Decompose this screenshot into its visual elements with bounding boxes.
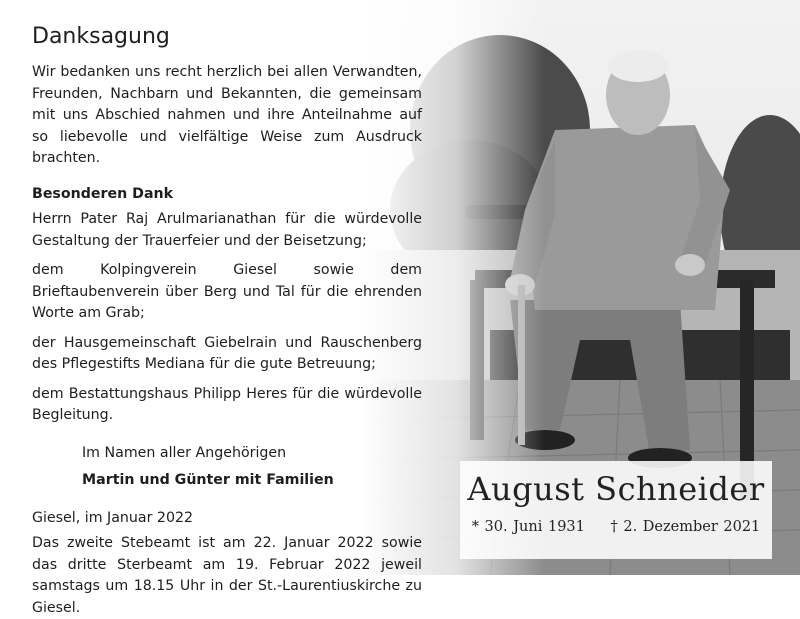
intro-paragraph: Wir bedanken uns recht herzlich bei allen Verwandten, Freunden, Nachbarn und Bekannten, die gemeinsam mit uns Abschied nahmen und ihre Anteilnahme auf so liebevolle und vielfältige Weise zum Ausdruck brachten.: [32, 64, 422, 166]
place-date: Giesel, im Januar 2022: [32, 509, 194, 526]
deceased-name-box: [460, 461, 772, 559]
death-date: † 2. Dezember 2021: [610, 519, 761, 535]
notice-title: Danksagung: [32, 24, 170, 49]
signature-block: [82, 443, 422, 492]
deceased-name: August Schneider: [467, 470, 765, 508]
text-column: [32, 22, 422, 619]
service-info: Das zweite Stebeamt ist am 22. Januar 2022 sowie das dritte Sterbeamt am 19. Februar 2022 jeweil samstags um 18.15 Uhr in der St.-Laurentiuskirche zu Giesel.: [32, 535, 422, 616]
thanks-item-pastor: Herrn Pater Raj Arulmarianathan für die würdevolle Gestaltung der Trauerfeier und der Beisetzung;: [32, 211, 422, 249]
thanks-item-associations: dem Kolpingverein Giesel sowie dem Brieftaubenverein über Berg und Tal für die ehrenden Worte am Grab;: [32, 262, 422, 321]
special-thanks-heading: Besonderen Dank: [32, 185, 174, 202]
birth-date: * 30. Juni 1931: [471, 519, 585, 535]
signature-names: Martin und Günter mit Familien: [82, 472, 334, 488]
life-dates: [460, 519, 772, 535]
signature-lead: Im Namen aller Angehörigen: [82, 444, 287, 461]
thanks-item-funeral-home: dem Bestattungshaus Philipp Heres für die würdevolle Begleitung.: [32, 385, 422, 423]
thanks-item-care-home: der Hausgemeinschaft Giebelrain und Rauschenberg des Pflegestifts Mediana für die gute Betreuung;: [32, 334, 422, 372]
